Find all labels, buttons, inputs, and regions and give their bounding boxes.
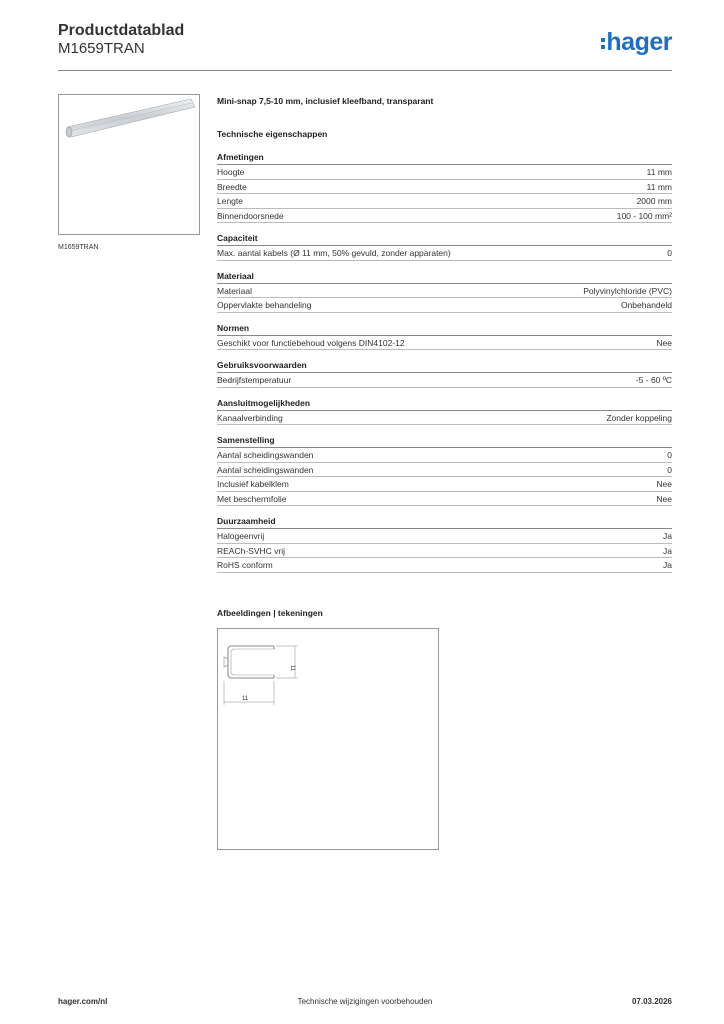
section-title: Samenstelling bbox=[217, 435, 672, 448]
product-description: Mini-snap 7,5-10 mm, inclusief kleefband, transparant bbox=[217, 96, 434, 106]
thumbnail-caption: M1659TRAN bbox=[58, 244, 99, 251]
footer-notice: Technische wijzigingen voorbehouden bbox=[297, 997, 433, 1006]
spec-row bbox=[217, 284, 672, 299]
spec-label: REACh-SVHC vrij bbox=[217, 545, 286, 556]
spec-row bbox=[217, 477, 672, 492]
spec-value: Ja bbox=[663, 545, 672, 556]
spec-row bbox=[217, 529, 672, 544]
spec-value: 11 mm bbox=[646, 167, 672, 177]
spec-label: Halogeenvrij bbox=[217, 531, 265, 541]
spec-row bbox=[217, 209, 672, 224]
spec-section bbox=[217, 233, 672, 261]
spec-label: Inclusief kabelklem bbox=[217, 479, 289, 489]
spec-label: Max. aantal kabels (Ø 11 mm, 50% gevuld, zonder apparaten) bbox=[217, 248, 451, 258]
spec-row bbox=[217, 246, 672, 261]
spec-value: Nee bbox=[656, 493, 672, 504]
spec-value: Nee bbox=[656, 479, 672, 489]
product-code: M1659TRAN bbox=[58, 40, 145, 57]
cable-duct-image bbox=[59, 95, 199, 234]
spec-label: Hoogte bbox=[217, 167, 245, 177]
spec-section bbox=[217, 271, 672, 313]
spec-content bbox=[217, 96, 672, 583]
logo-text: hager bbox=[606, 28, 672, 56]
spec-row bbox=[217, 411, 672, 426]
dim-width-label: 11 bbox=[242, 696, 249, 702]
technical-properties-title: Technische eigenschappen bbox=[217, 129, 328, 139]
section-title: Capaciteit bbox=[217, 233, 672, 246]
spec-row bbox=[217, 336, 672, 351]
spec-row bbox=[217, 298, 672, 313]
spec-label: Breedte bbox=[217, 181, 247, 192]
spec-label: Aantal scheidingswanden bbox=[217, 464, 314, 475]
header-divider bbox=[58, 70, 672, 71]
product-thumbnail bbox=[58, 94, 200, 235]
spec-row bbox=[217, 463, 672, 478]
spec-section bbox=[217, 435, 672, 506]
footer-website[interactable]: hager.com/nl bbox=[58, 997, 108, 1006]
footer-date: 07.03.2026 bbox=[631, 997, 672, 1006]
spec-value: Ja bbox=[663, 560, 672, 570]
spec-row bbox=[217, 544, 672, 559]
spec-value: 2000 mm bbox=[636, 196, 672, 206]
spec-label: Binnendoorsnede bbox=[217, 210, 284, 221]
spec-value: 0 bbox=[667, 450, 672, 460]
hager-logo bbox=[601, 28, 672, 57]
spec-value: 0 bbox=[667, 464, 672, 475]
spec-row bbox=[217, 194, 672, 209]
spec-section bbox=[217, 398, 672, 426]
spec-value: 100 - 100 mm² bbox=[616, 210, 672, 221]
spec-row bbox=[217, 373, 672, 388]
drawings-title: Afbeeldingen | tekeningen bbox=[217, 608, 323, 618]
spec-sections bbox=[217, 152, 672, 573]
spec-row bbox=[217, 558, 672, 573]
section-title: Aansluitmogelijkheden bbox=[217, 398, 672, 411]
spec-value: -5 - 60 ºC bbox=[635, 375, 672, 385]
spec-label: Lengte bbox=[217, 196, 243, 206]
section-title: Gebruiksvoorwaarden bbox=[217, 360, 672, 373]
document-title: Productdatablad bbox=[58, 22, 185, 39]
spec-label: Aantal scheidingswanden bbox=[217, 450, 314, 460]
spec-section bbox=[217, 323, 672, 351]
spec-label: Oppervlakte behandeling bbox=[217, 300, 312, 310]
technical-drawing bbox=[217, 628, 439, 850]
spec-label: Geschikt voor functiebehoud volgens DIN4102-12 bbox=[217, 337, 405, 348]
spec-section bbox=[217, 516, 672, 573]
dim-height-label: 11 bbox=[289, 665, 295, 672]
spec-value: Zonder koppeling bbox=[606, 412, 672, 423]
spec-row bbox=[217, 448, 672, 463]
spec-label: Met beschermfolie bbox=[217, 493, 287, 504]
section-title: Afmetingen bbox=[217, 152, 672, 165]
section-title: Normen bbox=[217, 323, 672, 336]
spec-value: Onbehandeld bbox=[620, 300, 672, 310]
spec-label: Bedrijfstemperatuur bbox=[217, 375, 292, 385]
logo-dots-icon bbox=[601, 35, 605, 52]
spec-section bbox=[217, 360, 672, 388]
spec-row bbox=[217, 492, 672, 507]
spec-value: 0 bbox=[667, 248, 672, 258]
section-title: Duurzaamheid bbox=[217, 516, 672, 529]
spec-row bbox=[217, 165, 672, 180]
spec-row bbox=[217, 180, 672, 195]
section-title: Materiaal bbox=[217, 271, 672, 284]
profile-drawing bbox=[218, 629, 438, 849]
spec-value: Nee bbox=[656, 337, 672, 348]
spec-value: Ja bbox=[663, 531, 672, 541]
spec-label: Materiaal bbox=[217, 285, 252, 296]
spec-label: RoHS conform bbox=[217, 560, 273, 570]
spec-value: Polyvinylchloride (PVC) bbox=[583, 285, 672, 296]
spec-value: 11 mm bbox=[646, 181, 672, 192]
spec-section bbox=[217, 152, 672, 223]
spec-label: Kanaalverbinding bbox=[217, 412, 283, 423]
